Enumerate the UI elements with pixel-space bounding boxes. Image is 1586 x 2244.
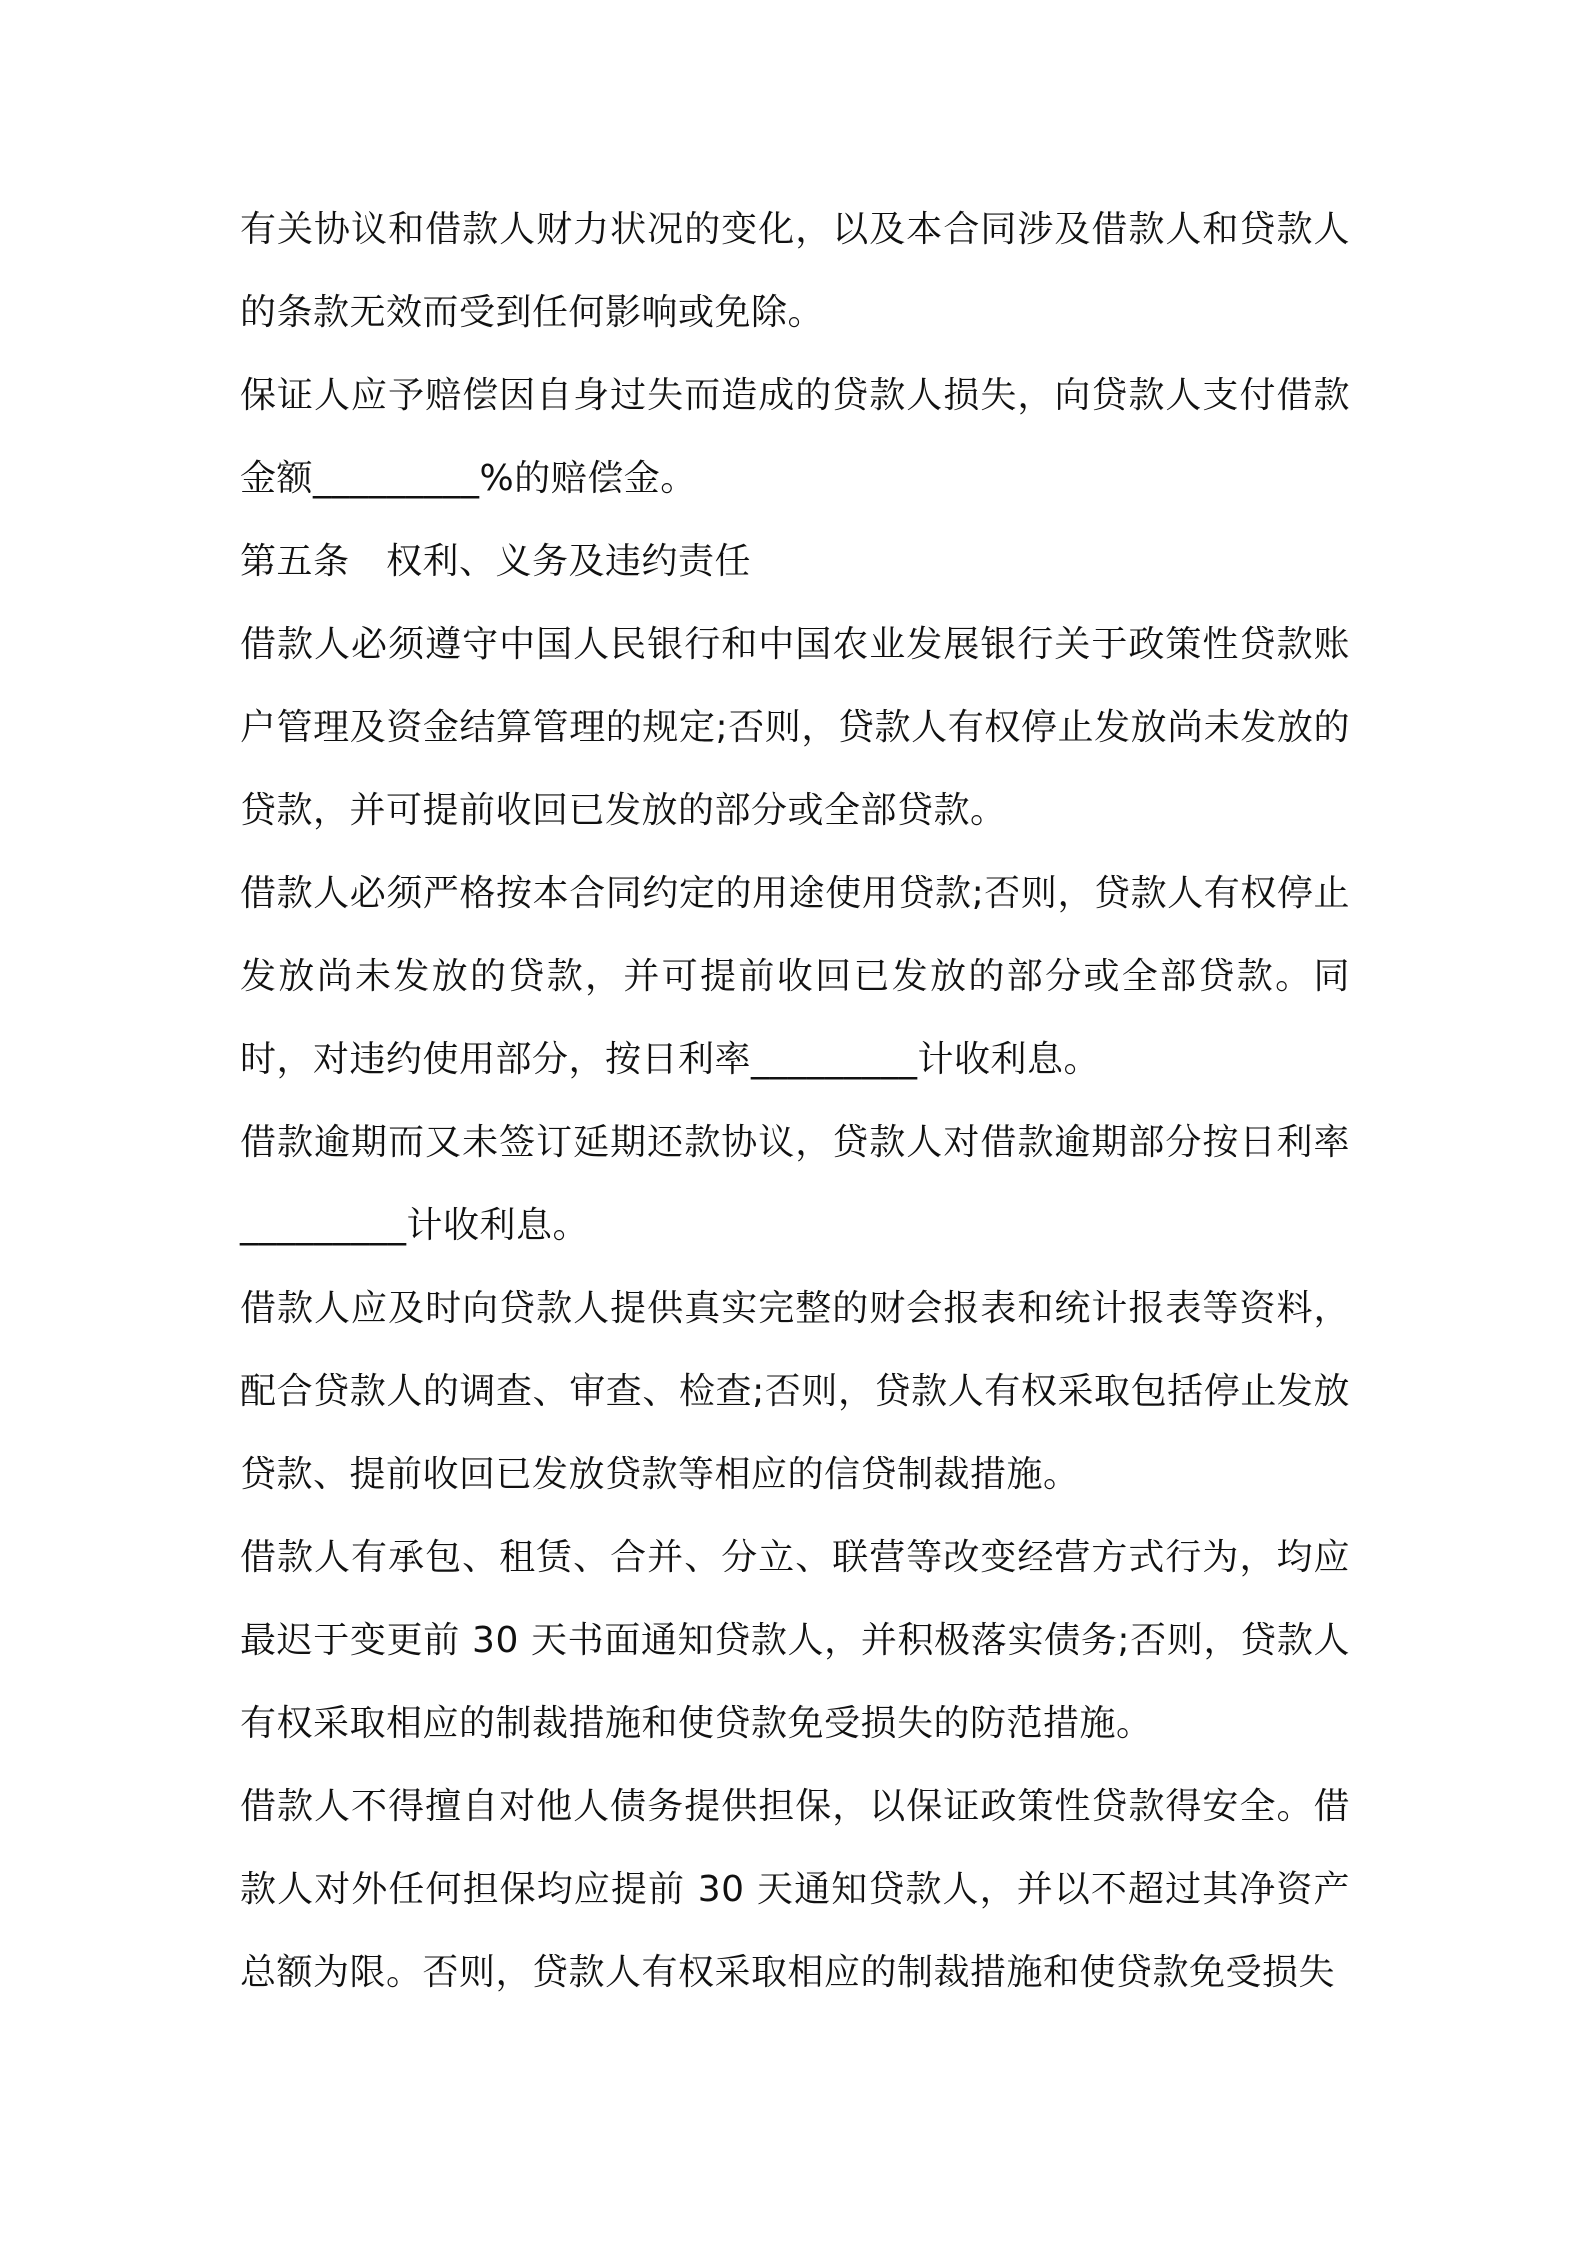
paragraph-account-management: 借款人必须遵守中国人民银行和中国农业发展银行关于政策性贷款账户管理及资金结算管理的规定;否则，贷款人有权停止发放尚未发放的贷款，并可提前收回已发放的部分或全部贷款。 <box>240 624 1350 831</box>
paragraph-guarantor-compensation: 保证人应予赔偿因自身过失而造成的贷款人损失，向贷款人支付借款金额_________%的赔偿金。 <box>240 375 1350 499</box>
paragraph-guarantee-clause-end: 有关协议和借款人财力状况的变化，以及本合同涉及借款人和贷款人的条款无效而受到任何影响或免除。 <box>240 209 1350 333</box>
paragraph-financial-reports: 借款人应及时向贷款人提供真实完整的财会报表和统计报表等资料，配合贷款人的调查、审查、检查;否则，贷款人有权采取包括停止发放贷款、提前收回已发放贷款等相应的信贷制裁措施。 <box>240 1288 1350 1495</box>
paragraph-overdue-interest: 借款逾期而又未签订延期还款协议，贷款人对借款逾期部分按日利率_________计收利息。 <box>240 1122 1350 1246</box>
paragraph-business-change: 借款人有承包、租赁、合并、分立、联营等改变经营方式行为，均应最迟于变更前 30 天书面通知贷款人，并积极落实债务;否则，贷款人有权采取相应的制裁措施和使贷款免受损失的防范措施。 <box>240 1537 1350 1744</box>
section-heading-article-5: 第五条 权利、义务及违约责任 <box>240 541 752 582</box>
paragraph-guarantee-restriction: 借款人不得擅自对他人债务提供担保，以保证政策性贷款得安全。借款人对外任何担保均应提前 30 天通知贷款人，并以不超过其净资产总额为限。否则，贷款人有权采取相应的制裁措施和使贷款免受损失 <box>240 1786 1350 1993</box>
document-body <box>240 188 1350 2014</box>
paragraph-loan-usage: 借款人必须严格按本合同约定的用途使用贷款;否则，贷款人有权停止发放尚未发放的贷款，并可提前收回已发放的部分或全部贷款。同时，对违约使用部分，按日利率_________计收利息。 <box>240 873 1350 1080</box>
